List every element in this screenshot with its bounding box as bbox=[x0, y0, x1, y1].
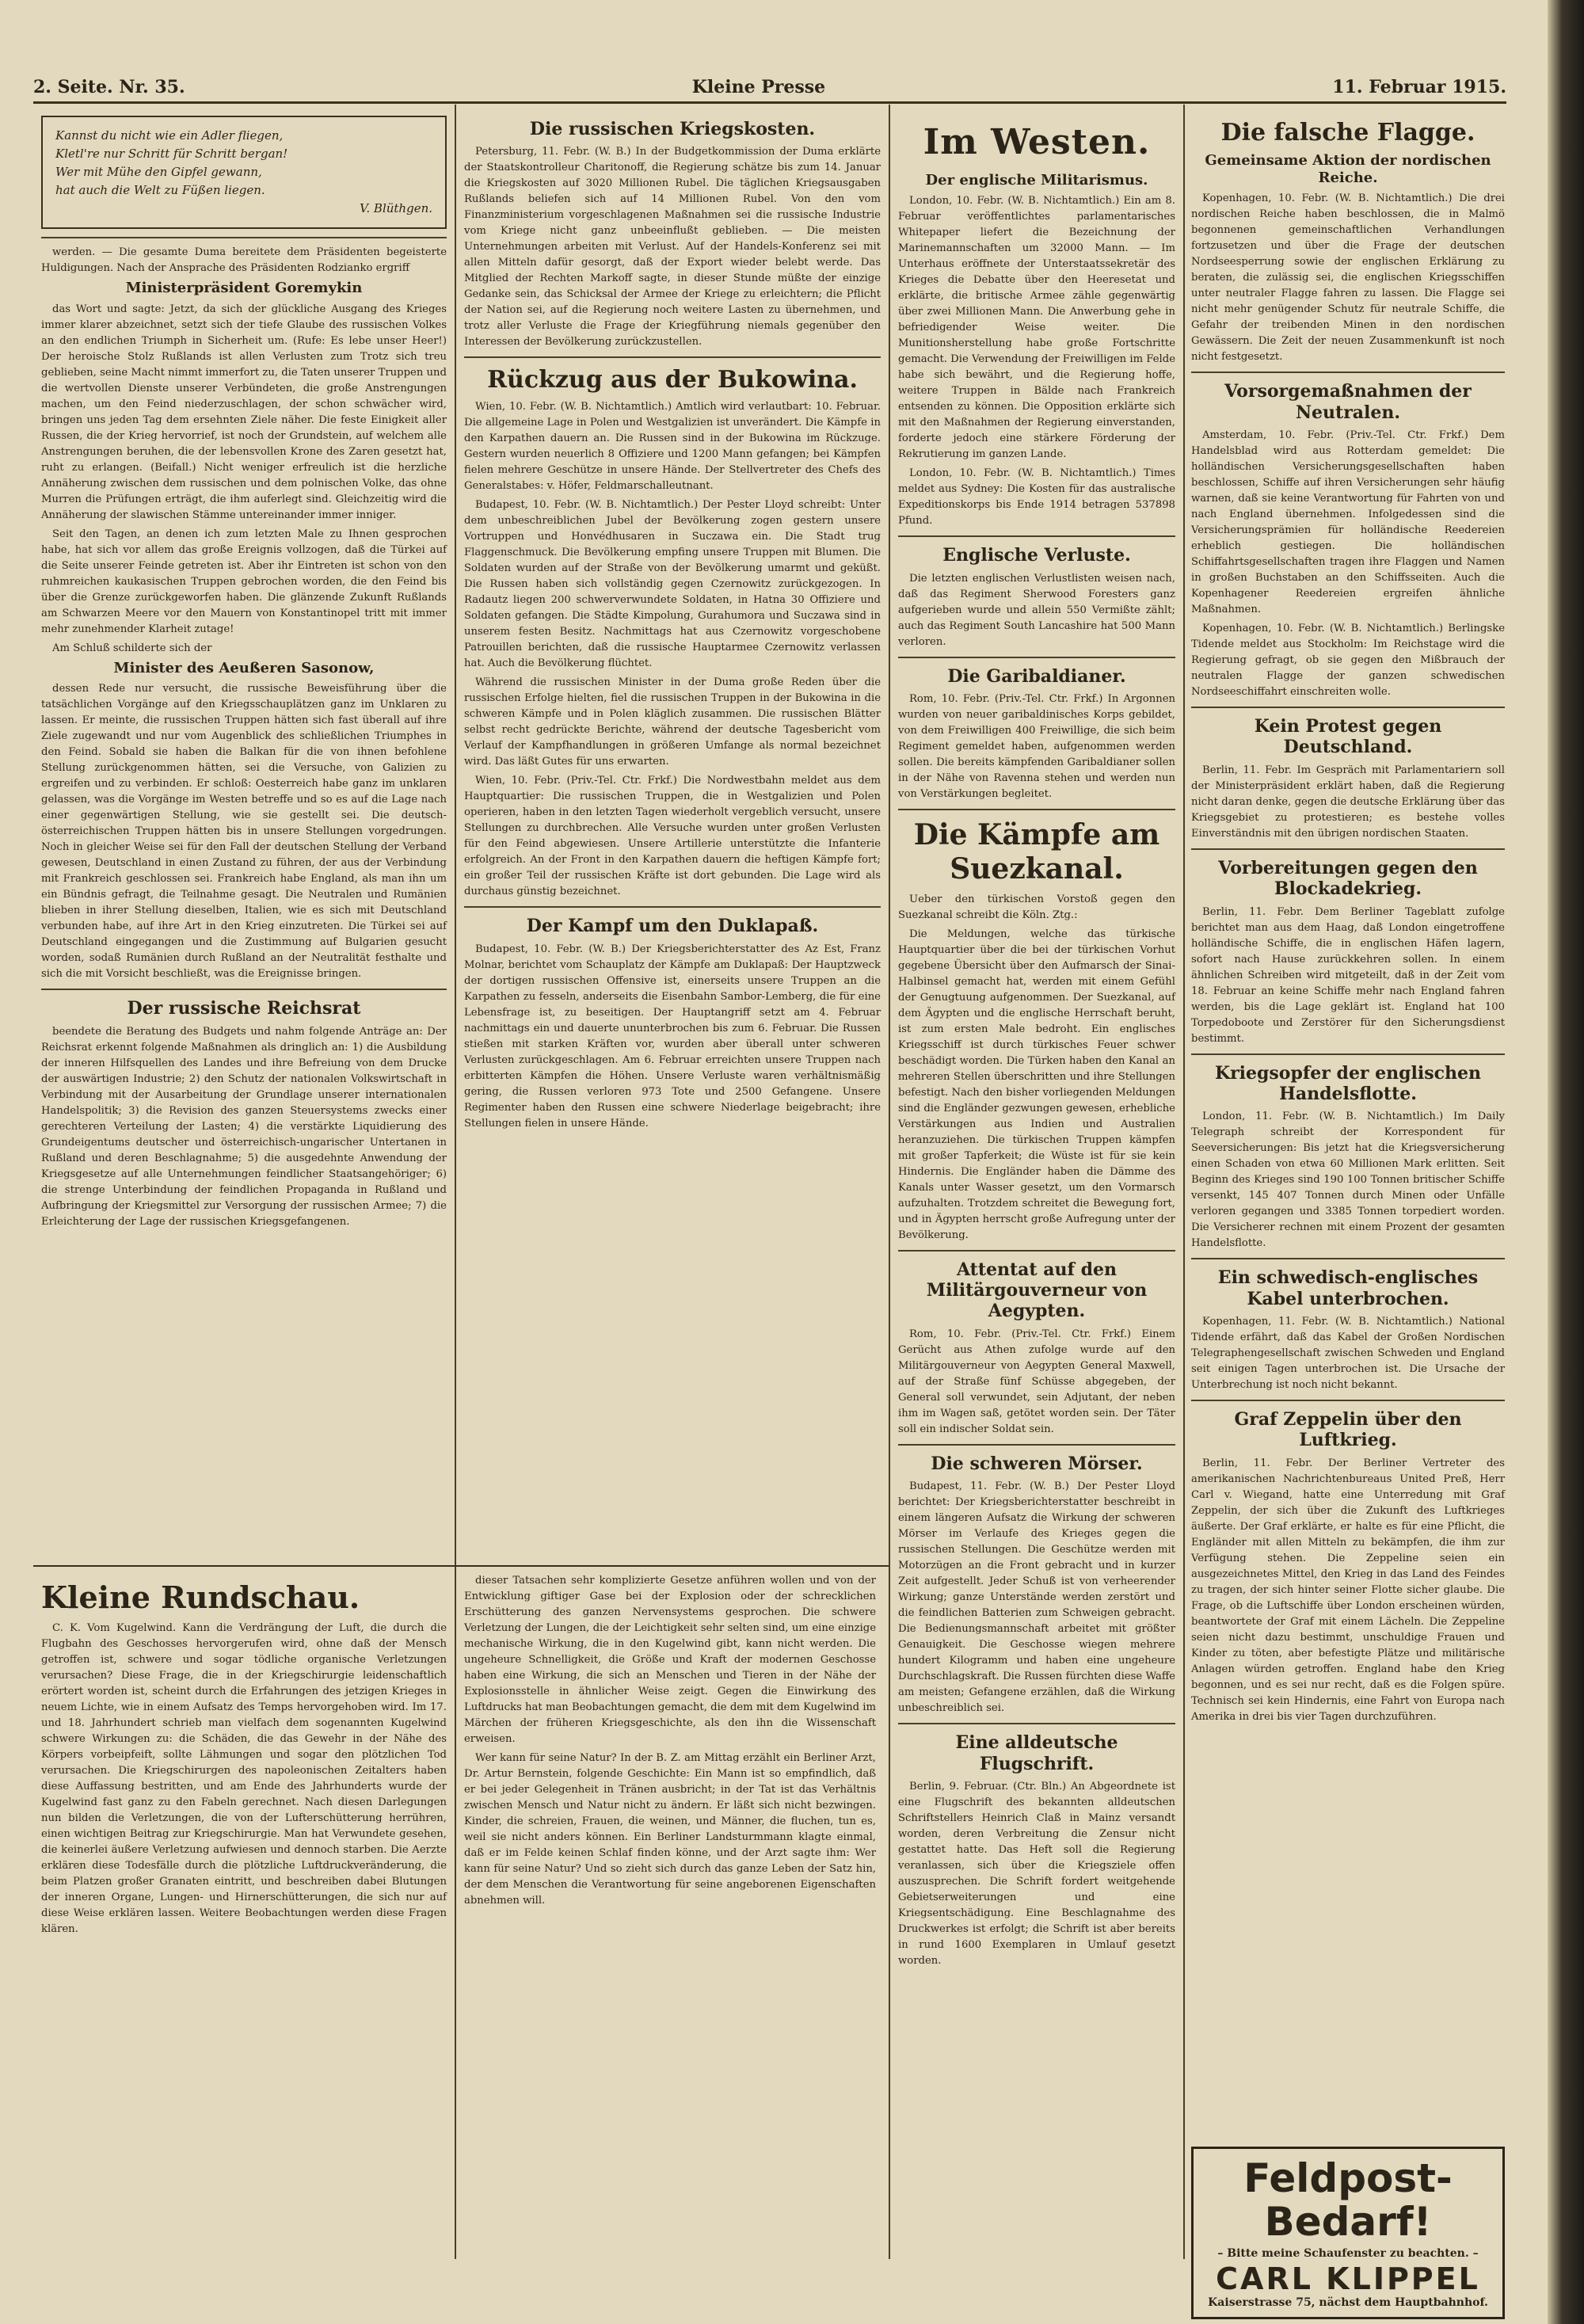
article-text: C. K. Vom Kugelwind. Kann die Verdrängung der Luft, die durch die Flugbahn des Geschosses hervorgerufen wird, ohne daß der Mensch getroffen ist, schwere und sogar tödliche organische Verletzungen verursachen? Diese Frage, die in der Kriegschirurgie leidenschaftlich erörtert worden ist, scheint durch die Erfahrungen des jetzigen Krieges in neuem Lichte, wie in einem Aufsatz des Temps hervorgehoben wird. Im 17. und 18. Jahrhundert schrieb man vielfach dem sogenannten Kugelwind schwere Wirkungen zu: die Schäden, die das Gewehr in der Nähe des Körpers vorbeipfeift, sollte Lähmungen und sogar den plötzlichen Tod verursachen. Die Kriegschirurgen des napoleonischen Zeitalters haben diese Auffassung bestritten, und am Ende des Jahrhunderts wurde der Kugelwind fast ganz zu den Fabeln gerechnet. Nach diesen Darlegungen nun bilden die Verletzungen, die von der Lufterschütterung herrühren, einen wichtigen Beitrag zur Kriegschirurgie. Man hat Verwundete gesehen, die keinerlei äußere Verletzung aufwiesen und dennoch starben. Die Aerzte erklären diese Todesfälle durch die plötzliche Luftdruckveränderung, die beim Platzen großer Granaten eintritt, und beschreiben dabei Blutungen der inneren Organe, Lungen- und Hirnerschütterungen, die sich nur auf diese Weise erklären lassen. Weitere Beobachtungen werden diese Fragen klären. bbox=[41, 1621, 447, 1935]
article-text: Kopenhagen, 11. Febr. (W. B. Nichtamtlich.) National Tidende erfährt, daß das Kabel der Großen Nordischen Telegraphengesellschaft zwischen Schweden und England seit einigen Tagen unterbrochen ist. Die Ursache der Unterbrechung ist noch nicht bekannt. bbox=[1191, 1316, 1505, 1392]
article-text: Während die russischen Minister in der Duma große Reden über die russischen Erfolge hielten, fiel die russischen Truppen in der Bukowina in die schweren Kämpfe und in Polen kläglich zusammen. Die russischen Blätter selbst recht gedrückte Berichte, während der deutsche Tagesbericht vom Verlauf der Kampfhandlungen in größeren Umfange als normal bezeichnet wird. Das läßt Gutes für uns erwarten. bbox=[464, 676, 881, 768]
rundschau-column-left bbox=[41, 1573, 447, 2254]
article-text: dieser Tatsachen sehr komplizierte Gesetze anführen wollen und von der Entwicklung giftiger Gase bei der Explosion oder der schrecklichen Erschütterung des ganzen Nervensystems gesprochen. Die schwere Verletzung der Lungen, die der Leichtigkeit sehr selten sind, um eine einzige mechanische Wirkung, die in den Kugelwind gibt, kann nicht werden. Die ungeheure Schnelligkeit, die Größe und Kraft der modernen Geschosse haben eine Wirkung, die sich an Menschen und Tieren in der Nähe der Explosionsstelle in ähnlicher Weise zeigt. Gegen die Einwirkung des Luftdrucks hat man Beobachtungen gemacht, die dem mit dem Kugelwind im Märchen der früheren Kriegsgeschichte, als den ihn die Wissenschaft erweisen. bbox=[464, 1575, 876, 1745]
article-heading: Die russischen Kriegskosten. bbox=[529, 119, 816, 139]
article-heading: Die Garibaldianer. bbox=[947, 665, 1126, 687]
article-subheading: Der englische Militarismus. bbox=[925, 171, 1148, 189]
article-text: Berlin, 11. Febr. Dem Berliner Tageblatt zufolge berichtet man aus dem Haag, daß London eingetroffene holländische Schiffe, die in englischen Häfen lagern, sofort nach Hause zurückkehren sollen. In einem ähnlichen Schreiben wird mitgeteilt, daß in der Zeit vom 18. Februar an keine Schiffe mehr nach England fahren werden, bis die Lage geklärt ist. England hat 100 Torpedoboote und Zerstörer für den Sicherungsdienst bestimmt. bbox=[1191, 905, 1505, 1045]
rundschau-column-right bbox=[464, 1573, 876, 2254]
separator bbox=[1191, 1258, 1505, 1259]
separator bbox=[898, 1250, 1175, 1252]
article-heading: Die falsche Flagge. bbox=[1220, 119, 1475, 147]
column-1 bbox=[41, 111, 447, 1560]
poem-line: Kletl're nur Schritt für Schritt bergan! bbox=[55, 147, 288, 161]
column-rule bbox=[889, 105, 890, 2259]
article-text: Berlin, 11. Febr. Der Berliner Vertreter des amerikanischen Nachrichtenbureaus United Preß, Herr Carl v. Wiegand, hatte eine Unterredung mit Graf Zeppelin, der sich über die Zukunft des Luftkrieges äußerte. Der Graf erklärte, er halte es für eine Pflicht, die Engländer mit allen Mitteln zu bekämpfen, die ihm zur Verfügung stehen. Die Zeppeline seien ein ausgezeichnetes Mittel, den Krieg in das Land des Feindes zu tragen, der sich hinter seiner Flotte sicher glaube. Die Frage, ob die Luftschiffe über London erscheinen würden, beantwortete der Graf mit einem Lächeln. Die Zeppeline seien nicht dazu bestimmt, unschuldige Frauen und Kinder zu töten, aber befestigte Plätze und militärische Anlagen würden getroffen. England habe den Krieg begonnen, und es sei nur recht, daß es die Folgen spüre. Technisch sei kein Hindernis, eine Fahrt von Europa nach Amerika in drei bis vier Tagen durchzuführen. bbox=[1191, 1457, 1505, 1723]
article-heading: Der Kampf um den Duklapaß. bbox=[526, 916, 819, 937]
article-text: Wien, 10. Febr. (Priv.-Tel. Ctr. Frkf.) Die Nordwestbahn meldet aus dem Hauptquartier: Die russischen Truppen, die in Westgalizien und Polen operieren, haben in den letzten Tagen wiederholt vergeblich versucht, unsere Stellungen zu durchbrechen. Alle Versuche wurden unter großen Verlusten für den Feind abgewiesen. Unsere Artillerie unterstützte die Infanterie erfolgreich. An der Front in den Karpathen dauern die heftigen Kämpfe fort; ein großer Teil der russischen Kräfte ist dort gebunden. Die Lage wird als durchaus günstig bezeichnet. bbox=[464, 775, 881, 898]
article-text: Rom, 10. Febr. (Priv.-Tel. Ctr. Frkf.) Einem Gerücht aus Athen zufolge wurde auf den Militärgouverneur von Aegypten General Maxwell, auf der Straße fünf Schüsse abgegeben, der General soll verwundet, sein Adjutant, der neben ihm im Wagen saß, getötet worden sein. Der Täter soll ein indischer Soldat sein. bbox=[898, 1328, 1175, 1435]
article-text: das Wort und sagte: Jetzt, da sich der glückliche Ausgang des Krieges immer klarer abzeichnet, setzt sich der tiefe Glaube des russischen Volkes an den endlichen Triumph in Sicherheit um. (Rufe: Es lebe unser Heer!) Der heroische Stolz Rußlands ist allen Verlusten zum Trotz sich treu geblieben, seine Macht nimmt immerfort zu, die Taten unserer Truppen und die wertvollen Dienste unserer Verbündeten, die große Anstrengungen machen, um den Feind niederzuschlagen, der schon schwächer wird, bringen uns jeden Tag dem ersehnten Ziele näher. Die feste Einigkeit aller Russen, die der Krieg hervorrief, ist noch der Grundstein, auf welchem alle Anstrengungen beruhen, die der lebensvollen Krone des Zaren gesetzt hat, ruht zu erlangen. (Beifall.) Nicht weniger erfreulich ist die herzliche Annäherung zwischen dem russischen und dem polnischen Volke, das ohne Murren die Prüfungen erträgt, die ihm auferlegt sind. Gleichzeitig wird die Annäherung der slawischen Stämme untereinander immer inniger. bbox=[41, 303, 447, 521]
article-text: Am Schluß schilderte sich der bbox=[52, 642, 212, 654]
article-text: London, 10. Febr. (W. B. Nichtamtlich.) Ein am 8. Februar veröffentlichtes parlamentarisches Whitepaper liefert die Bezeichnung der Marinemannschaften um 32000 Mann. — Im Unterhaus eröffnete der Unterstaatssekretär des Krieges die Debatte über den Heeresetat und erklärte, die britische Armee zähle gegenwärtig über zwei Millionen Mann. Die Anwerbung gehe in befriedigender Weise weiter. Die Munitionsherstellung habe große Fortschritte gemacht. Die Verwendung der Freiwilligen im Felde habe sich bewährt, und die Regierung hoffe, weitere Truppen in Bälde nach Frankreich entsenden zu können. Die Opposition erklärte sich mit den Maßnahmen der Regierung einverstanden, forderte jedoch eine stärkere Förderung der Rekrutierung im ganzen Lande. bbox=[898, 195, 1175, 461]
poem-author: V. Blüthgen. bbox=[360, 201, 432, 215]
separator bbox=[464, 906, 881, 908]
article-subheading: Gemeinsame Aktion der nordischen Reiche. bbox=[1205, 152, 1491, 186]
article-heading: Kriegsopfer der englischen Handelsflotte. bbox=[1214, 1062, 1482, 1104]
separator bbox=[898, 657, 1175, 658]
article-text: Petersburg, 11. Febr. (W. B.) In der Budgetkommission der Duma erklärte der Staatskontrolleur Charitonoff, die Regierung schätze bis zum 14. Januar die Kriegskosten auf 3020 Millionen Rubel. Die täglichen Kriegsausgaben Rußlands beliefen sich auf 14 Millionen Rubel. Von den vom Finanzministerium vorgeschlagenen Maßnahmen sei die russische Industrie vom Kriege nicht ganz unbeeinflußt geblieben. — Die meisten Unternehmungen arbeiten mit Verlust. Auf der Handels-Konferenz sei mit allen Mitteln dafür gesorgt, daß der Export wieder belebt werde. Das Mitglied der Rechten Markoff sagte, in dieser Stunde müßte der einzige Gedanke sein, das Schicksal der Armee der Kriege zu erleichtern; die Pflicht der Nation sei, auf die Regierung noch weitere Lasten zu übernehmen, und trotz aller Verluste die Frage der Kriegführung niemals gegenüber den Interessen der Bevölkerung zurückzustellen. bbox=[464, 146, 881, 349]
article-text: Rom, 10. Febr. (Priv.-Tel. Ctr. Frkf.) In Argonnen wurden von neuer garibaldinisches Korps gebildet, von dem Freiwilligen 400 Freiwillige, die sich beim Regiment gemeldet haben, aufgenommen werden sollen. Die bereits kämpfenden Garibaldianer sollen in der Nähe von Ravenna stehen und werden nun von Verstärkungen begleitet. bbox=[898, 693, 1175, 801]
article-text: Wien, 10. Febr. (W. B. Nichtamtlich.) Amtlich wird verlautbart: 10. Februar. Die allgemeine Lage in Polen und Westgalizien ist unverändert. Die Kämpfe in den Karpathen dauern an. Die Russen sind in der Bukowina im Rückzuge. Gestern wurden neuerlich 8 Offiziere und 1200 Mann gefangen; bei Kämpfen fielen mehrere Geschütze in unsere Hände. Der Stellvertreter des Chefs des Generalstabes: v. Höfer, Feldmarschalleutnant. bbox=[464, 401, 881, 493]
article-heading: Kein Protest gegen Deutschland. bbox=[1254, 715, 1442, 758]
separator bbox=[464, 356, 881, 358]
article-heading: Eine alldeutsche Flugschrift. bbox=[955, 1732, 1118, 1774]
separator bbox=[1191, 707, 1505, 708]
article-text: London, 10. Febr. (W. B. Nichtamtlich.) Times meldet aus Sydney: Die Kosten für das australische Expeditionskorps bis Ende 1914 betragen 537898 Pfund. bbox=[898, 467, 1175, 528]
article-heading: Vorbereitungen gegen den Blockadekrieg. bbox=[1218, 857, 1478, 900]
separator bbox=[898, 535, 1175, 537]
article-heading: Im Westen. bbox=[923, 122, 1151, 162]
separator bbox=[898, 1444, 1175, 1446]
ad-address: Kaiserstrasse 75, nächst dem Hauptbahnhof. bbox=[1208, 2295, 1488, 2309]
article-text: werden. — Die gesamte Duma bereitete dem Präsidenten begeisterte Huldigungen. Nach der Ansprache des Präsidenten Rodzianko ergriff bbox=[41, 246, 447, 274]
rundschau-section bbox=[41, 1573, 881, 2254]
separator bbox=[1191, 371, 1505, 373]
column-rule bbox=[1183, 105, 1185, 2259]
separator bbox=[1191, 1053, 1505, 1055]
article-heading: Attentat auf den Militärgouverneur von Aegypten. bbox=[926, 1259, 1148, 1322]
article-text: Amsterdam, 10. Febr. (Priv.-Tel. Ctr. Frkf.) Dem Handelsblad wird aus Rotterdam gemeldet: Die holländischen Versicherungsgesellschaften haben beschlossen, Schiffe auf ihren Versicherungen sehr häufig warnen, daß sie keine Verantwortung für Fahrten von und nach England übernehmen. Infolgedessen sind die Versicherungsprämien für holländische Reedereien erheblich gestiegen. Die holländischen Schiffahrtsgesellschaften tragen ihre Flaggen und Namen in großen Buchstaben an den Schiffsseiten. Auch die Kopenhagener Reedereien ergreifen ähnliche Maßnahmen. bbox=[1191, 429, 1505, 615]
article-heading: Englische Verluste. bbox=[942, 545, 1131, 566]
article-text: Die Meldungen, welche das türkische Hauptquartier über die bei der türkischen Vorhut gegebene Übersicht über den Aufmarsch der Sinai-Halbinsel gemacht hat, werden mit einem Gefühl der Genugtuung aufgenommen. Der Suezkanal, auf dem Ägypten und die englische Herrschaft beruht, ist zum ersten Male bedroht. Ein englisches Kriegsschiff ist durch türkisches Feuer schwer beschädigt worden. Die Türken haben den Kanal an mehreren Stellen überschritten und ihre Stellungen befestigt. Nach den bisher vorliegenden Meldungen sind die Engländer gezwungen gewesen, erhebliche Verstärkungen aus Indien und Australien heranzuziehen. Die türkischen Truppen kämpfen mit großer Tapferkeit; die Wüste ist für sie kein Hindernis. Die Engländer haben die Dämme des Kanals unter Wasser gesetzt, um den Vormarsch aufzuhalten. Trotzdem schreitet die Bewegung fort, und in Ägypten herrscht große Aufregung unter der Bevölkerung. bbox=[898, 928, 1175, 1241]
article-text: Berlin, 11. Febr. Im Gespräch mit Parlamentariern soll der Ministerpräsident erklärt haben, daß die Regierung nicht daran denke, gegen die deutsche Erklärung über das Kriegsgebiet zu protestieren; es bestehe volles Einverständnis mit den übrigen nordischen Staaten. bbox=[1191, 764, 1505, 840]
article-text: Ueber den türkischen Vorstoß gegen den Suezkanal schreibt die Köln. Ztg.: bbox=[898, 893, 1175, 921]
poem-line: Kannst du nicht wie ein Adler fliegen, bbox=[55, 128, 284, 143]
separator bbox=[41, 237, 447, 238]
advertisement bbox=[1191, 2139, 1505, 2309]
page-header bbox=[33, 76, 1506, 98]
article-heading: Die Kämpfe am Suezkanal. bbox=[913, 818, 1160, 886]
article-text: dessen Rede nur versucht, die russische Beweisführung über die tatsächlichen Vorgänge auf den Kriegsschauplätzen ganz im Unklaren zu lassen. Er meinte, die russischen Truppen hätten sich fast überall auf ihre Ziele zugewandt und nur vom Augenblick des schließlichen Triumphes in den Feind. Sobald sie haben die Balkan für die von ihnen befohlene Stellung zurückgenommen hätten, sei die Versuche, von Galizien zu ergreifen und zu verbinden. Er schloß: Oesterreich habe ganz im unklaren gelassen, was die Vorgänge im Westen betreffe und so es auf die Lage nach einer gegenwärtigen Stellung, wie sie gestellt sei. Die deutsch-österreichischen Truppen hätten bis in unsere Stellungen vorgedrungen. Noch in gleicher Weise sei für den Fall der deutschen Stellung der Verband gewesen, Deutschland in einen Zustand zu führen, der aus der Verbindung mit Frankreich geschlossen sei. Frankreich habe England, als man ihn um ein Bündnis gefragt, die Teilnahme gesagt. Die Neutralen und Rumänien blieben in ihrer Stellung dieselben, Italien, wie es sich mit Deutschland verbunden habe, auf ihre Art in den Krieg einzutreten. Die Türkei sei auf Deutschland eingegangen und die Zustimmung auf Bulgarien gesucht worden, sodaß Rumänien durch Rußland an der Neutralität festhalte und sich die mit Vorsicht beschließt, was die Ereignisse bringen. bbox=[41, 683, 447, 981]
ad-title: Feldpost-Bedarf! bbox=[1243, 2155, 1453, 2245]
poem-line: hat auch die Welt zu Füßen liegen. bbox=[55, 183, 265, 197]
header-date: 11. Februar 1915. bbox=[1332, 77, 1506, 97]
article-heading: Die schweren Mörser. bbox=[931, 1453, 1143, 1474]
header-masthead: Kleine Presse bbox=[691, 77, 826, 97]
poem-box bbox=[41, 116, 447, 229]
ad-box bbox=[1191, 2147, 1505, 2319]
ad-subline: – Bitte meine Schaufenster zu beachten. – bbox=[1217, 2247, 1479, 2260]
article-text: Kopenhagen, 10. Febr. (W. B. Nichtamtlich.) Die drei nordischen Reiche haben beschlossen, die in Malmö begonnenen gemeinschaftlichen Verhandlungen fortzusetzen und über die Frage der deutschen Nordseesperrung sowie der englischen Erklärung zu beraten, die zulässig sei, die englischen Kriegsschiffen unter neutraler Flagge fahren zu lassen. Die Flagge sei nicht mehr genügender Schutz für neutrale Schiffe, die Gefahr der treibenden Minen in den nordischen Gewässern. Die Zeit der neuen Zusammenkunft ist noch nicht festgesetzt. bbox=[1191, 192, 1505, 364]
rundschau-title: Kleine Rundschau. bbox=[41, 1579, 360, 1615]
article-text: Budapest, 11. Febr. (W. B.) Der Pester Lloyd berichtet: Der Kriegsberichterstatter beschreibt in einem längeren Aufsatz die Wirkung der schweren Mörser im Verlaufe des Krieges gegen die russischen Stellungen. Die Geschütze werden mit Motorzügen an die Front gebracht und in kurzer Zeit aufgestellt. Jeder Schuß ist von verheerender Wirkung; ganze Unterstände werden zerstört und die feindlichen Batterien zum Schweigen gebracht. Die Bedienungsmannschaft arbeitet mit größter Genauigkeit. Die Geschosse wiegen mehrere hundert Kilogramm und haben eine ungeheure Durchschlagskraft. Die Russen fürchten diese Waffe am meisten; Gefangene erzählen, daß die Wirkung unbeschreiblich sei. bbox=[898, 1480, 1175, 1715]
article-heading: Graf Zeppelin über den Luftkrieg. bbox=[1234, 1409, 1462, 1451]
article-text: Budapest, 10. Febr. (W. B.) Der Kriegsberichterstatter des Az Est, Franz Molnar, berichtet vom Schauplatz der Kämpfe am Duklapaß: Der Hauptzweck der dortigen russischen Offensive ist, einerseits unsere Truppen an die Karpathen zu fesseln, anderseits die Eisenbahn Sambor-Lemberg, die für eine Lebensfrage ist, zu beseitigen. Der Hauptangriff setzt am 4. Februar nachmittags ein und dauerte ununterbrochen bis zum 6. Februar. Die Russen stießen mit starken Kräften vor, wurden aber überall unter schweren Verlusten zurückgeschlagen. Am 6. Februar erreichten unsere Truppen nach erbitterten Kämpfen die Höhen. Unsere Verluste waren verhältnismäßig gering, die Russen verloren 973 Tote und 2500 Gefangene. Unsere Regimenter haben den Russen eine schwere Niederlage beigebracht; ihre Stellungen fielen in unsere Hände. bbox=[464, 943, 881, 1130]
separator bbox=[1191, 1400, 1505, 1401]
article-heading: Der russische Reichsrat bbox=[127, 998, 361, 1019]
article-text: London, 11. Febr. (W. B. Nichtamtlich.) Im Daily Telegraph schreibt der Korrespondent für Seeversicherungen: Bis jetzt hat die Kriegsversicherung einen Schaden von etwa 60 Millionen Mark erlitten. Seit Beginn des Krieges sind 190 100 Tonnen britischer Schiffe versenkt, 145 407 Tonnen durch Minen oder Unfälle verloren gegangen und 3385 Tonnen torpediert worden. Die Versicherer rechnen mit einem Prozent der gesamten Handelsflotte. bbox=[1191, 1111, 1505, 1250]
header-page-number: 2. Seite. Nr. 35. bbox=[33, 77, 185, 97]
article-text: Wer kann für seine Natur? In der B. Z. am Mittag erzählt ein Berliner Arzt, Dr. Artur Bernstein, folgende Geschichte: Ein Mann ist so empfindlich, daß er bei jeder Gelegenheit in Tränen ausbricht; in der Tat ist das Verhältnis zwischen Mensch und Natur nicht zu ändern. Er läßt sich nicht bezwingen. Kinder, die schreien, Frauen, die weinen, und Männer, die fluchen, tun es, weil sie nicht anders können. Ein Berliner Landsturmmann klagte einmal, daß er im Felde keinen Schlaf finden könne, und der Arzt sagte ihm: Wer kann für seine Natur? Und so zieht sich durch das ganze Leben der Satz hin, der dem Menschen die Verantwortung für seine angeborenen Eigenschaften abnehmen will. bbox=[464, 1752, 876, 1907]
article-subheading: Minister des Aeußeren Sasonow, bbox=[113, 659, 375, 676]
article-text: beendete die Beratung des Budgets und nahm folgende Anträge an: Der Reichsrat erkennt folgende Maßnahmen als dringlich an: 1) die Ausbildung der inneren Hilfsquellen des Landes und ihre Befreiung von dem Drucke der auswärtigen Industrie; 2) den Schutz der nationalen Volkswirtschaft in Verbindung mit der Ausarbeitung der Grundlage unserer internationalen Handelspolitik; 3) die Revision des ganzen Steuersystems zwecks einer gerechteren Verteilung der Lasten; 4) die verstärkte Liquidierung des Grundeigentums deutscher und österreichisch-ungarischer Untertanen in Rußland und deren Beschlagnahme; 5) die ausgedehnte Anwendung der Kriegsgesetze auf alle Unternehmungen feindlicher Staatsangehöriger; 6) die strenge Unterbindung der feindlichen Propaganda in Rußland und Aufbringung der Kriegsmittel zur Versorgung der russischen Armee; 7) die Erleichterung der Lage der russischen Kriegsgefangenen. bbox=[41, 1025, 447, 1228]
article-subheading: Ministerpräsident Goremykin bbox=[125, 280, 363, 296]
separator bbox=[1191, 848, 1505, 850]
article-text: Budapest, 10. Febr. (W. B. Nichtamtlich.) Der Pester Lloyd schreibt: Unter dem unbeschreiblichen Jubel der Bevölkerung zogen gestern unsere Vortruppen und Honvédhusaren in Suczawa ein. Die Stadt trug Flaggenschmuck. Die Bevölkerung empfing unsere Truppen mit Blumen. Die Soldaten wurden auf der Straße von der Bevölkerung umarmt und geküßt. Die Russen haben sich vollständig gegen Czernowitz zurückgezogen. In Radautz liegen 200 schwerverwundete Soldaten, in Hatna 30 Offiziere und Soldaten gefangen. Die Städte Kimpolung, Gurahumora und Suczawa sind in unserem festen Besitz. Nachmittags hat aus Czernowitz vorgeschobene Patrouillen berichten, daß die russische Hauptarmee Czernowitz verlassen hat. Auch die Bevölkerung flüchtet. bbox=[464, 499, 881, 670]
article-heading: Rückzug aus der Bukowina. bbox=[487, 366, 858, 394]
separator bbox=[41, 989, 447, 990]
ad-company-name: CARL KLIPPEL bbox=[1216, 2261, 1480, 2296]
column-2 bbox=[464, 111, 881, 1560]
article-text: Die letzten englischen Verlustlisten weisen nach, daß das Regiment Sherwood Foresters ganz aufgerieben wurde und allein 550 Vermißte zählt; auch das Regiment South Lancashire hat 500 Mann verloren. bbox=[898, 572, 1175, 648]
poem-line: Wer mit Mühe den Gipfel gewann, bbox=[55, 165, 262, 179]
header-rule bbox=[33, 101, 1506, 104]
section-rule bbox=[33, 1565, 889, 1567]
article-text: Berlin, 9. Februar. (Ctr. Bln.) An Abgeordnete ist eine Flugschrift des bekannten alldeutschen Schriftstellers Heinrich Claß in Mainz versandt worden, deren Verbreitung die Zensur nicht gestattet hatte. Das Heft soll die Regierung veranlassen, sich über die Kriegsziele offen auszusprechen. Die Schrift fordert weitgehende Gebietserweiterungen und eine Kriegsentschädigung. Eine Beschlagnahme des Druckwerkes ist erfolgt; die Schrift ist aber bereits in rund 1600 Exemplaren in Umlauf gesetzt worden. bbox=[898, 1780, 1175, 1967]
page-edge-shadow bbox=[1548, 0, 1584, 2324]
column-3 bbox=[898, 111, 1175, 2257]
article-heading: Vorsorgemaßnahmen der Neutralen. bbox=[1224, 381, 1472, 423]
article-heading: Ein schwedisch-englisches Kabel unterbrochen. bbox=[1217, 1267, 1479, 1309]
separator bbox=[898, 809, 1175, 810]
article-text: Kopenhagen, 10. Febr. (W. B. Nichtamtlich.) Berlingske Tidende meldet aus Stockholm: Im Reichstage wird die Regierung gefragt, ob sie gegen den Mißbrauch der neutralen Flagge der ganzen schwedischen Nordseeschiffahrt einschreiten wolle. bbox=[1191, 622, 1505, 698]
separator bbox=[898, 1723, 1175, 1724]
column-4 bbox=[1191, 111, 1505, 2257]
article-text: Seit den Tagen, an denen ich zum letzten Male zu Ihnen gesprochen habe, hat sich vor allem das große Ereignis vollzogen, daß die Türkei auf die Seite unserer Feinde getreten ist. Aber ihr Eintreten ist schon von den ruhmreichen kaukasischen Truppen gebrochen worden, die den Feind bis über die Grenze zurückgeworfen haben. Die glänzende Zukunft Rußlands am Schwarzen Meere vor den Mauern von Konstantinopel tritt mit immer mehr zunehmender Klarheit zutage! bbox=[41, 528, 447, 635]
